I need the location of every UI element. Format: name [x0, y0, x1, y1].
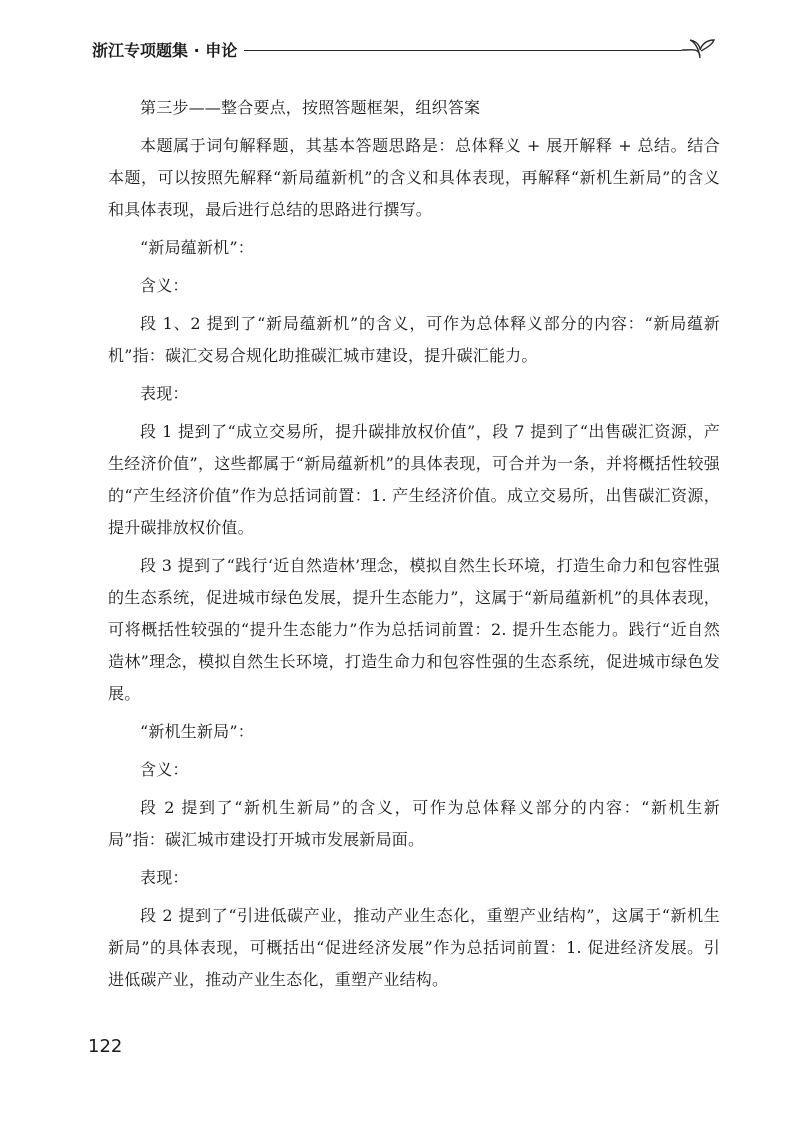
paragraph: 段 1 提到了“成立交易所，提升碳排放权价值”，段 7 提到了“出售碳汇资源，产生经济价值”，这些都属于“新局蕴新机”的具体表现，可合并为一条，并将概括性较强的“产生经济价值”作为总括词前置：1. 产生经济价值。成立交易所，出售碳汇资源，提升碳排放权价值。 [108, 422, 720, 537]
page-number: 122 [88, 1036, 123, 1057]
subheading-xinji-sheng-xinju: “新机生新局”： [140, 722, 254, 741]
paragraph: 段 2 提到了“新机生新局”的含义，可作为总体释义部分的内容：“新机生新局”指：碳汇城市建设打开城市发展新局面。 [108, 798, 720, 849]
running-title: 浙江专项题集 · 申论 [92, 41, 238, 60]
label-meaning: 含义： [140, 760, 189, 779]
label-manifestation: 表现： [140, 868, 189, 887]
step-heading: 第三步——整合要点，按照答题框架，组织答案 [140, 98, 481, 117]
paragraph: 段 2 提到了“引进低碳产业，推动产业生态化，重塑产业结构”，这属于“新机生新局”的具体表现，可概括出“促进经济发展”作为总括词前置：1. 促进经济发展。引进低碳产业，推动产业生态化，重塑产业结构。 [108, 906, 720, 989]
answer-body [108, 92, 720, 996]
label-meaning: 含义： [140, 276, 189, 295]
sprout-icon [678, 34, 718, 64]
intro-paragraph: 本题属于词句解释题，其基本答题思路是：总体释义 + 展开解释 + 总结。结合本题，可以按照先解释“新局蕴新机”的含义和具体表现，再解释“新机生新局”的含义和具体表现，最后进行总结的思路进行撰写。 [108, 136, 720, 219]
header-rule [244, 50, 682, 51]
label-manifestation: 表现： [140, 384, 189, 403]
subheading-xinju-yun-xinji: “新局蕴新机”： [140, 238, 254, 257]
paragraph: 段 3 提到了“践行‘近自然造林’理念，模拟自然生长环境，打造生命力和包容性强的生态系统，促进城市绿色发展，提升生态能力”，这属于“新局蕴新机”的具体表现，可将概括性较强的“提升生态能力”作为总括词前置：2. 提升生态能力。践行“近自然造林”理念，模拟自然生长环境，打造生命力和包容性强的生态系统，促进城市绿色发展。 [108, 556, 720, 703]
page-header [92, 34, 722, 64]
paragraph: 段 1、2 提到了“新局蕴新机”的含义，可作为总体释义部分的内容：“新局蕴新机”指：碳汇交易合规化助推碳汇城市建设，提升碳汇能力。 [108, 314, 720, 365]
